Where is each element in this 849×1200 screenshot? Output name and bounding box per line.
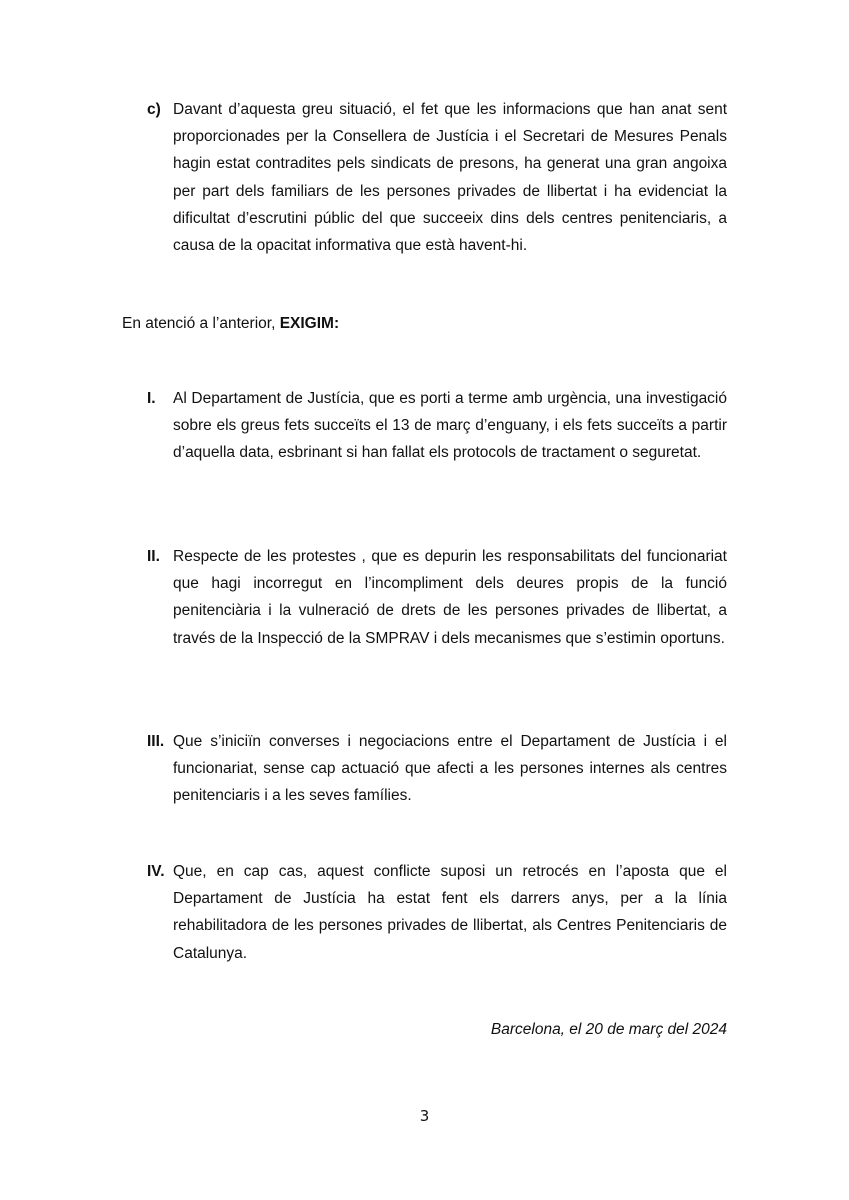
demand-1-marker: I. [147, 390, 156, 407]
intro-text: En atenció a l’anterior, [122, 315, 280, 332]
demand-2-paragraph: Respecte de les protestes , que es depurin les responsabilitats del funcionariat que hagi incorregut en l’incompliment dels deures propis de la funció penitenciària i la vulneració de drets de les persones privades de llibertat, a través de la Inspecció de la SMPRAV i dels mecanismes que s’estimin oportuns. [173, 548, 727, 647]
intro-emphasis: EXIGIM: [279, 315, 340, 332]
demand-3-paragraph: Que s’iniciïn converses i negociacions entre el Departament de Justícia i el funcionariat, sense cap actuació que afecti a les persones internes als centres penitenciaris i a les seves famílies. [173, 733, 727, 805]
demand-4-marker: IV. [147, 863, 165, 880]
demand-1-paragraph: Al Departament de Justícia, que es porti a terme amb urgència, una investigació sobre els greus fets succeïts el 13 de març d’enguany, i els fets succeïts a partir d’aquella data, esbrinant si han fallat els protocols de tractament o seguretat. [173, 390, 727, 462]
page-number: 3 [419, 1107, 430, 1125]
demand-2-marker: II. [147, 548, 160, 565]
demand-3-marker: III. [147, 733, 165, 750]
item-c-marker: c) [147, 101, 161, 118]
place-date-signoff: Barcelona, el 20 de març del 2024 [490, 1021, 727, 1038]
demand-4-paragraph: Que, en cap cas, aquest conflicte suposi un retrocés en l’aposta que el Departament de Justícia ha estat fent els darrers anys, per a la línia rehabilitadora de les persones privades de llibertat, als Centres Penitenciaris de Catalunya. [173, 863, 727, 962]
demands-intro [122, 310, 339, 337]
item-c-paragraph: Davant d’aquesta greu situació, el fet que les informacions que han anat sent proporcionades per la Consellera de Justícia i el Secretari de Mesures Penals hagin estat contradites pels sindicats de presons, ha generat una gran angoixa per part dels familiars de les persones privades de llibertat i ha evidenciat la dificultat d’escrutini públic del que succeeix dins dels centres penitenciaris, a causa de la opacitat informativa que està havent-hi. [173, 101, 727, 255]
